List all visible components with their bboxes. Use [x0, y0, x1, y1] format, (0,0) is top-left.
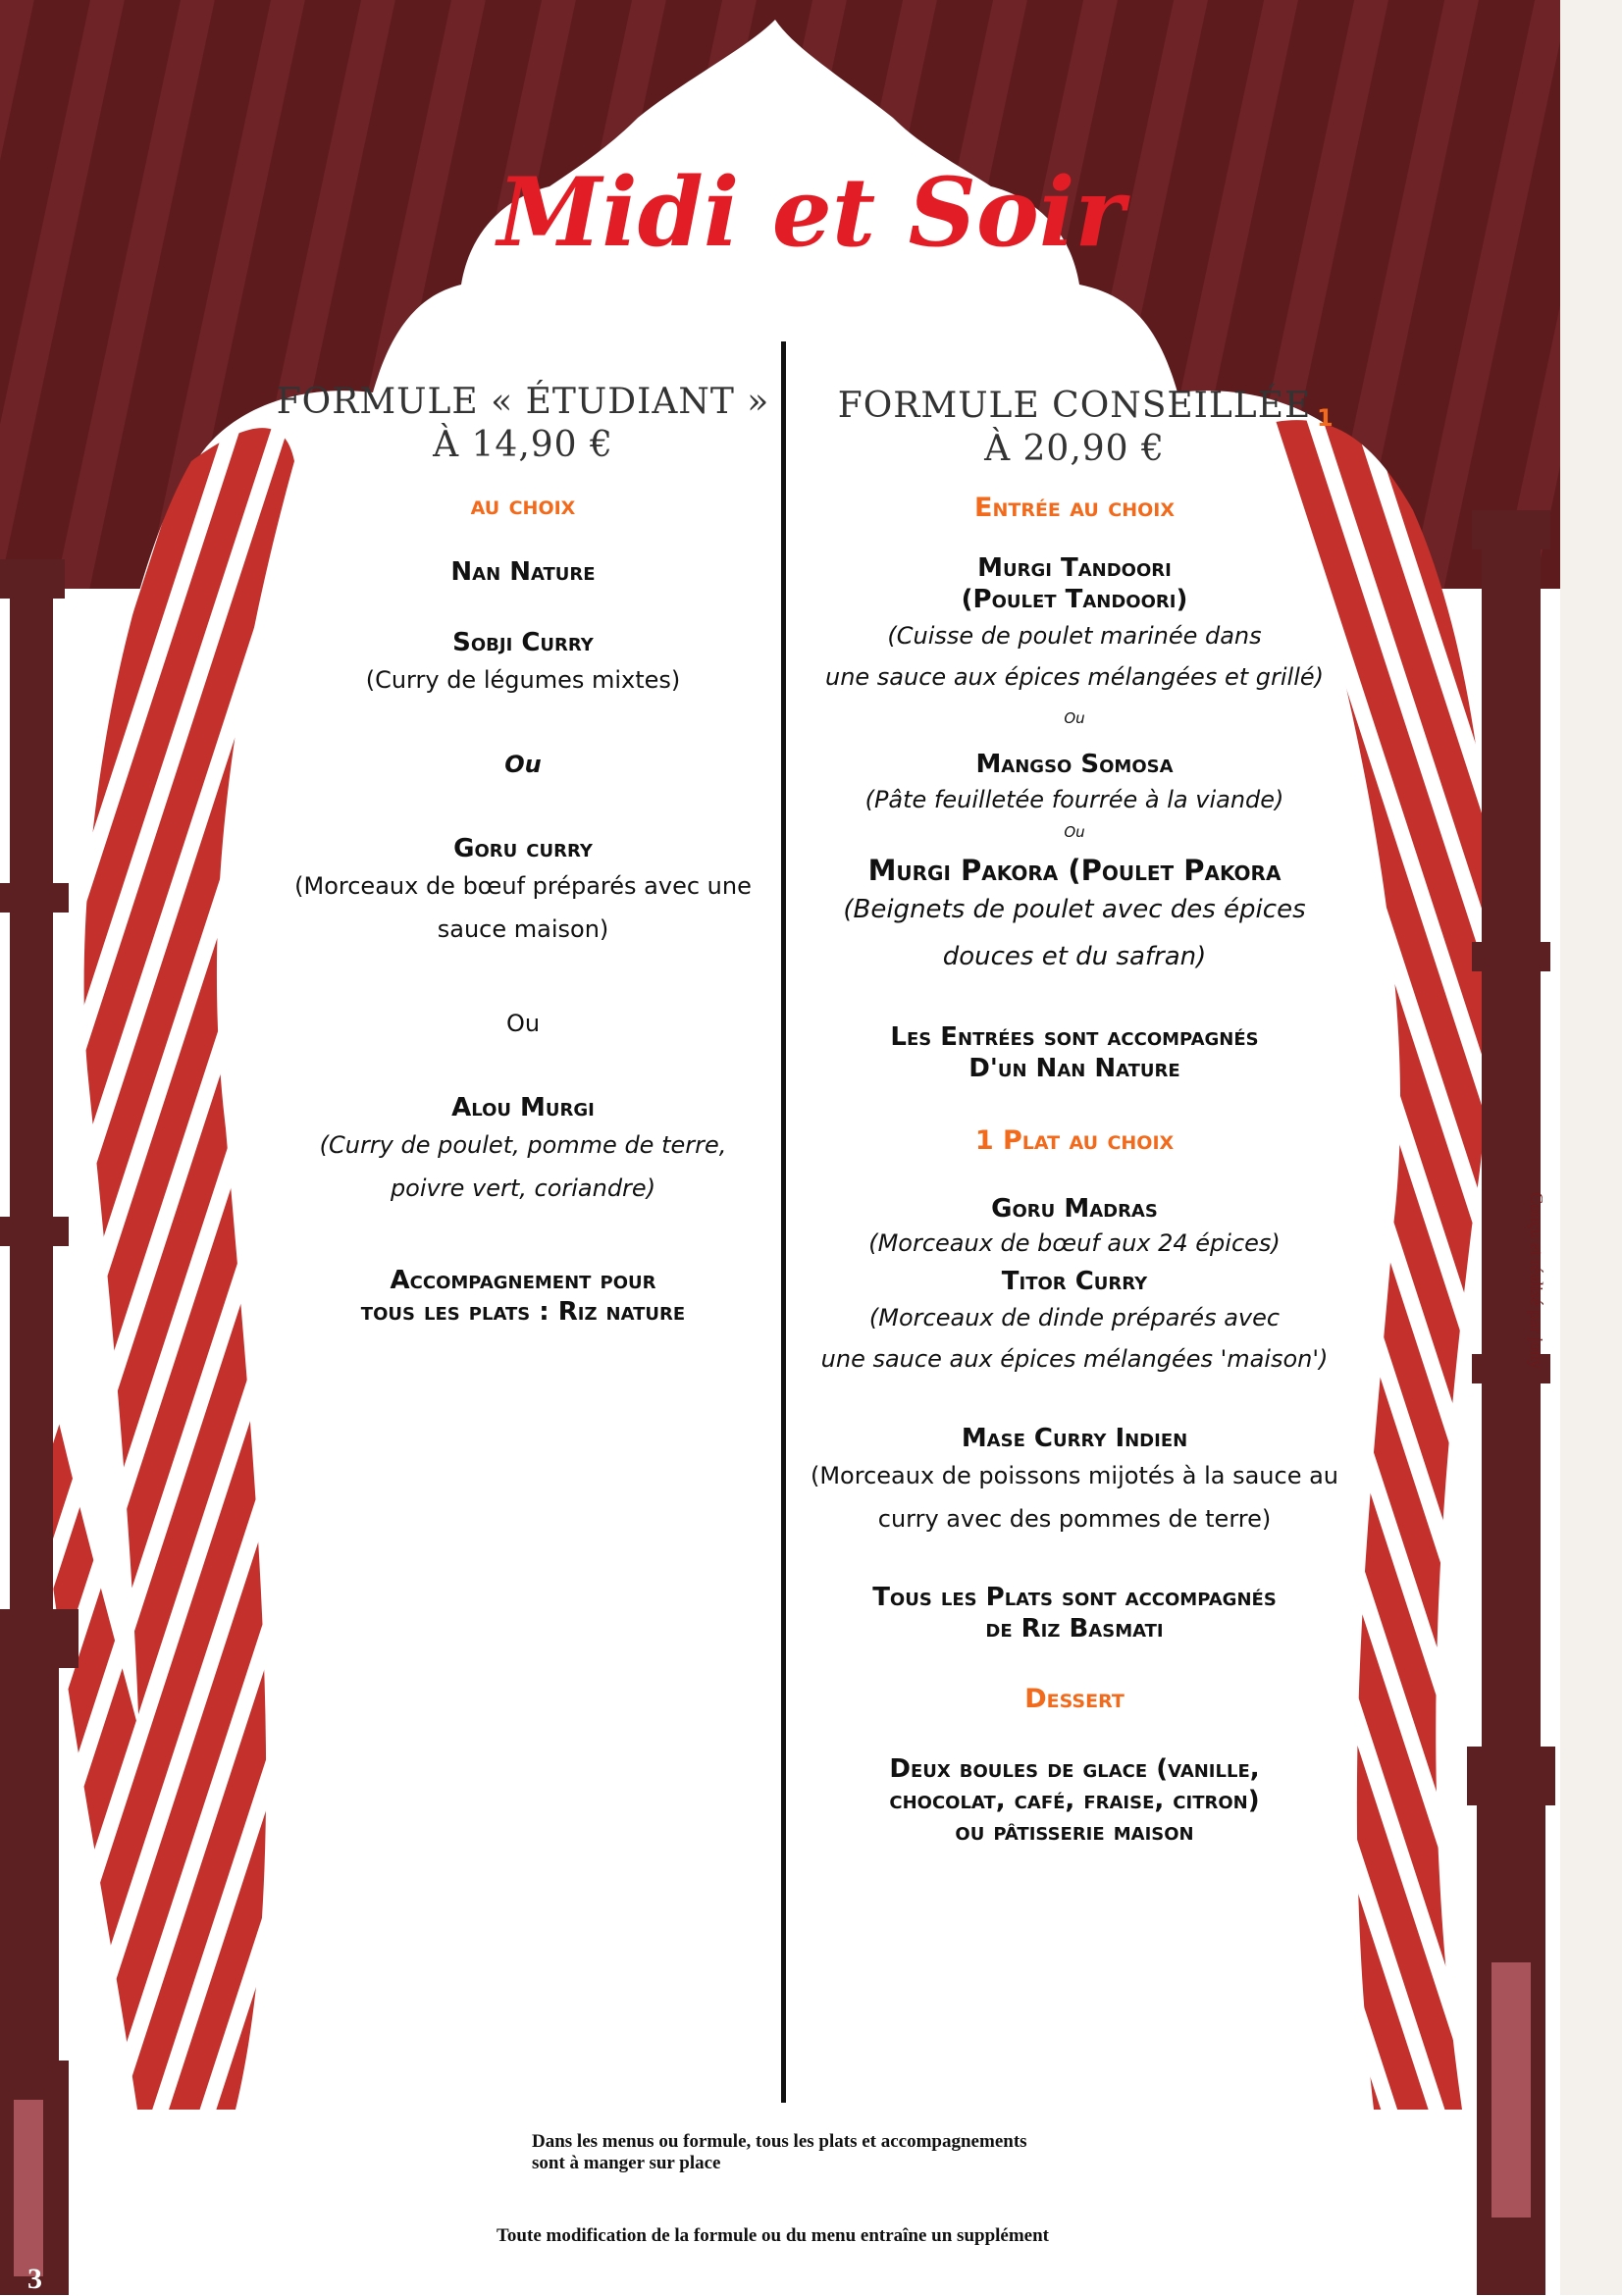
page-number: 3 — [27, 2263, 42, 2295]
formule-conseillee-title: FORMULE CONSEILLÉE — [837, 386, 1312, 426]
entrees-note-line-2: D'un Nan Nature — [968, 1054, 1180, 1083]
dish-goru-curry-desc-2: sauce maison) — [437, 915, 609, 943]
formule-etudiant-title: FORMULE « ÉTUDIANT » — [276, 382, 770, 422]
section-dessert: Dessert — [1024, 1684, 1125, 1714]
dessert-line-1: Deux boules de glace (vanille, — [889, 1754, 1260, 1784]
dish-murgi-tandoori-desc-2: une sauce aux épices mélangées et grillé) — [824, 663, 1324, 691]
ou-separator: Ou — [1064, 823, 1085, 841]
page-title: Midi et Soir — [497, 157, 1125, 268]
dish-alou-murgi: Alou Murgi — [451, 1093, 595, 1122]
section-entree-au-choix: Entrée au choix — [974, 493, 1175, 523]
dish-murgi-tandoori-desc-1: (Cuisse de poulet marinée dans — [887, 622, 1262, 650]
plats-note-line-1: Tous les Plats sont accompagnés — [872, 1583, 1277, 1612]
dish-goru-curry-desc-1: (Morceaux de bœuf préparés avec une — [294, 872, 752, 900]
plats-note-line-2: de Riz Basmati — [985, 1614, 1164, 1644]
left-column — [0, 559, 78, 2295]
dish-mase-curry-indien-desc-1: (Morceaux de poissons mijotés à la sauce au — [810, 1462, 1339, 1489]
dish-titor-curry: Titor Curry — [1001, 1267, 1148, 1296]
dish-mase-curry-indien-desc-2: curry avec des pommes de terre) — [877, 1505, 1272, 1533]
ou-separator: Ou — [504, 751, 542, 778]
footer-note-onsite-line-2: sont à manger sur place — [532, 2153, 721, 2173]
accompaniment-line-2: tous les plats : Riz nature — [360, 1297, 686, 1327]
dish-nan-nature: Nan Nature — [450, 557, 596, 587]
column-divider — [781, 341, 786, 2103]
dish-murgi-pakora-desc-1: (Beignets de poulet avec des épices — [843, 895, 1306, 924]
dish-sobji-curry: Sobji Curry — [452, 628, 594, 657]
footer-note-onsite-line-1: Dans les menus ou formule, tous les plats et accompagnements — [532, 2131, 1027, 2152]
section-plat-au-choix: 1 Plat au choix — [974, 1125, 1175, 1156]
note-marker: 1 — [1317, 404, 1334, 432]
dish-murgi-pakora: Murgi Pakora (Poulet Pakora — [867, 854, 1282, 887]
formule-conseillee — [805, 385, 1344, 1848]
dessert-line-2: chocolat, café, fraise, citron) — [889, 1786, 1260, 1815]
dish-titor-curry-desc-2: une sauce aux épices mélangées 'maison') — [820, 1345, 1329, 1373]
ou-separator: Ou — [505, 1010, 541, 1037]
formule-conseillee-price: À 20,90 € — [984, 429, 1165, 469]
right-edge-strip — [1560, 0, 1622, 2295]
dish-murgi-tandoori: Murgi Tandoori — [977, 553, 1172, 583]
dish-titor-curry-desc-1: (Morceaux de dinde préparés avec — [868, 1304, 1281, 1331]
accompaniment-line-1: Accompagnement pour — [390, 1266, 656, 1295]
ou-separator: Ou — [1064, 709, 1085, 727]
dessert-line-3: ou pâtisserie maison — [955, 1817, 1194, 1847]
dish-murgi-tandoori-alt: (Poulet Tandoori) — [961, 585, 1188, 614]
dish-mase-curry-indien: Mase Curry Indien — [961, 1424, 1188, 1453]
dish-goru-madras: Goru Madras — [991, 1194, 1158, 1224]
dish-sobji-curry-desc: (Curry de légumes mixtes) — [365, 666, 681, 694]
dish-alou-murgi-desc-2: poivre vert, coriandre) — [390, 1174, 656, 1202]
dish-murgi-pakora-desc-2: douces et du safran) — [942, 942, 1207, 971]
dish-mangso-somosa-desc: (Pâte feuilletée fourrée à la viande) — [864, 786, 1284, 813]
section-au-choix: au choix — [470, 491, 576, 521]
right-column — [1467, 510, 1555, 2295]
formule-etudiant — [273, 381, 773, 1328]
footer-note-supplement: Toute modification de la formule ou du menu entraîne un supplément — [497, 2225, 1050, 2246]
entrees-note-line-1: Les Entrées sont accompagnés — [890, 1022, 1259, 1052]
dish-goru-curry: Goru curry — [453, 834, 593, 863]
designer-credit: Conçu et réalisé par jony — [1527, 1192, 1546, 1369]
footer-note-onsite — [532, 2131, 1027, 2174]
dish-alou-murgi-desc-1: (Curry de poulet, pomme de terre, — [319, 1131, 727, 1159]
formule-etudiant-price: À 14,90 € — [433, 425, 613, 465]
dish-goru-madras-desc: (Morceaux de bœuf aux 24 épices) — [868, 1229, 1281, 1257]
dish-mangso-somosa: Mangso Somosa — [975, 750, 1174, 779]
